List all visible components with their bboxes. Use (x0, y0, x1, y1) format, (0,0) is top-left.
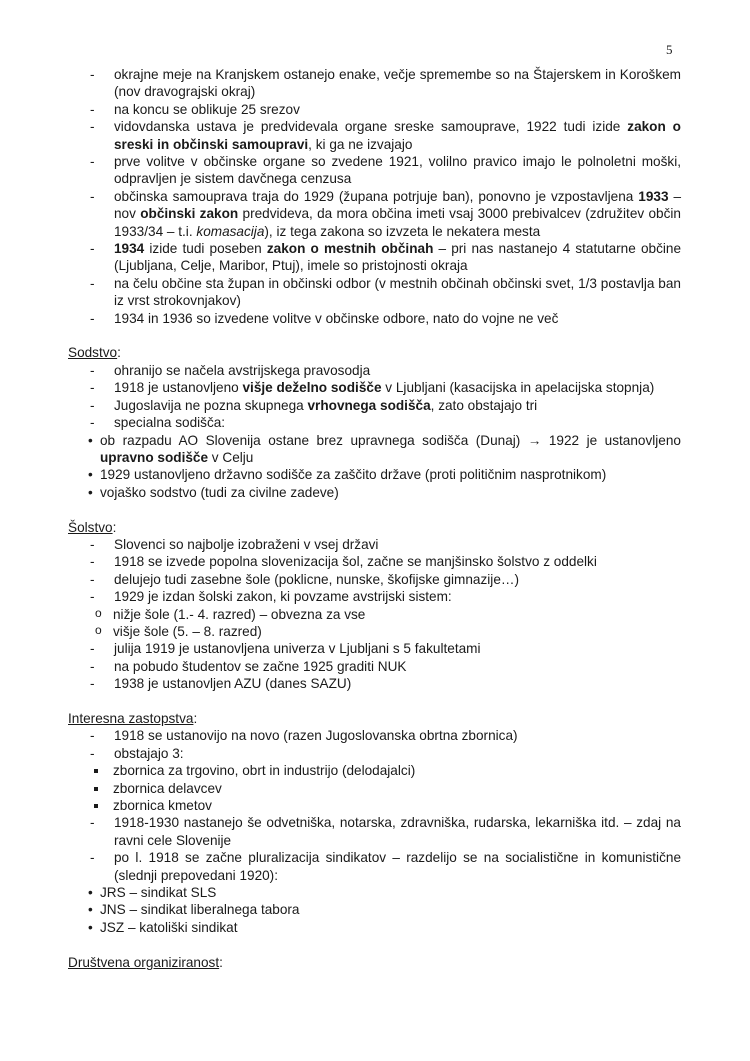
list-item: - ohranijo se načela avstrijskega pravosodja (68, 362, 681, 379)
list-subitem: • ob razpadu AO Slovenija ostane brez upravnega sodišča (Dunaj) → 1922 je ustanovljeno upravno sodišče v Celju (68, 432, 681, 467)
list-subitem: • JSZ – katoliški sindikat (68, 919, 681, 936)
section-title-sodstvo: Sodstvo: (68, 345, 121, 361)
list-item: - Slovenci so najbolje izobraženi v vsej državi (68, 536, 681, 553)
list-item: - 1938 je ustanovljen AZU (danes SAZU) (68, 675, 681, 692)
list-item: - delujejo tudi zasebne šole (poklicne, nunske, škofijske gimnazije…) (68, 571, 681, 588)
list-subitem: • JNS – sindikat liberalnega tabora (68, 901, 681, 918)
list-item: - 1918-1930 nastanejo še odvetniška, notarska, zdravniška, rudarska, lekarniška itd. – zdaj na ravni cele Slovenije (68, 814, 681, 849)
list-subitem: zbornica kmetov (68, 797, 681, 814)
list-subitem: • vojaško sodstvo (tudi za civilne zadeve) (68, 484, 681, 501)
interesna-list (68, 727, 681, 936)
list-item: - po l. 1918 se začne pluralizacija sindikatov – razdelijo se na socialistične in komunistične (slednji prepovedani 1920): (68, 849, 681, 884)
list-subitem: zbornica za trgovino, obrt in industrijo (delodajalci) (68, 762, 681, 779)
page-number: 5 (666, 42, 673, 57)
list-subitem: • JRS – sindikat SLS (68, 884, 681, 901)
list-item: - vidovdanska ustava je predvidevala organe sreske samouprave, 1922 tudi izide zakon o sreski in občinski samoupravi, ki ga ne izvajajo (68, 118, 681, 153)
list-item: - 1918 se ustanovijo na novo (razen Jugoslovanska obrtna zbornica) (68, 727, 681, 744)
list-subitem: o nižje šole (1.- 4. razred) – obvezna za vse (68, 606, 681, 623)
list-item: - 1918 se izvede popolna slovenizacija šol, začne se manjšinsko šolstvo z oddelki (68, 553, 681, 570)
list-item: - na pobudo študentov se začne 1925 graditi NUK (68, 658, 681, 675)
list-subitem: zbornica delavcev (68, 780, 681, 797)
list-subitem: • 1929 ustanovljeno državno sodišče za zaščito države (proti političnim nasprotnikom) (68, 466, 681, 483)
list-item: - 1929 je izdan šolski zakon, ki povzame avstrijski sistem: (68, 588, 681, 605)
intro-list (68, 66, 681, 327)
list-item: - na čelu občine sta župan in občinski odbor (v mestnih občinah občinski svet, 1/3 postavlja ban iz vrst strokovnjakov) (68, 275, 681, 310)
list-item: - prve volitve v občinske organe so zvedene 1921, volilno pravico imajo le polnoletni moški, odpravljen je sistem davčnega cenzusa (68, 153, 681, 188)
list-item: - julija 1919 je ustanovljena univerza v Ljubljani s 5 fakultetami (68, 640, 681, 657)
solstvo-list (68, 536, 681, 693)
section-title-drustvena-organiziranost: Društvena organiziranost: (68, 954, 223, 970)
list-item: - 1934 izide tudi poseben zakon o mestnih občinah – pri nas nastanejo 4 statutarne občine (Ljubljana, Celje, Maribor, Ptuj), imele so pristojnosti okraja (68, 240, 681, 275)
list-item: - okrajne meje na Kranjskem ostanejo enake, večje spremembe so na Štajerskem in Koroškem (nov dravograjski okraj) (68, 66, 681, 101)
sodstvo-sub-list (68, 432, 681, 502)
list-item: - specialna sodišča: (68, 414, 681, 431)
list-subitem: o višje šole (5. – 8. razred) (68, 623, 681, 640)
list-item: - 1918 je ustanovljeno višje deželno sodišče v Ljubljani (kasacijska in apelacijska stopnja) (68, 379, 681, 396)
section-title-interesna-zastopstva: Interesna zastopstva: (68, 710, 198, 726)
list-item: - obstajajo 3: (68, 745, 681, 762)
list-item: - Jugoslavija ne pozna skupnega vrhovnega sodišča, zato obstajajo tri (68, 397, 681, 414)
sodstvo-list (68, 362, 681, 432)
list-item: - na koncu se oblikuje 25 srezov (68, 101, 681, 118)
list-item: - občinska samouprava traja do 1929 (župana potrjuje ban), ponovno je vzpostavljena 1933 – nov občinski zakon predvideva, da mora občina imeti vsaj 3000 prebivalcev (združitev občin 1933/34 – t.i. komasacija), iz tega zakona so izvzeta le nekatera mesta (68, 188, 681, 240)
document-body (68, 66, 681, 971)
list-item: - 1934 in 1936 so izvedene volitve v občinske odbore, nato do vojne ne več (68, 310, 681, 327)
section-title-solstvo: Šolstvo: (68, 519, 117, 535)
